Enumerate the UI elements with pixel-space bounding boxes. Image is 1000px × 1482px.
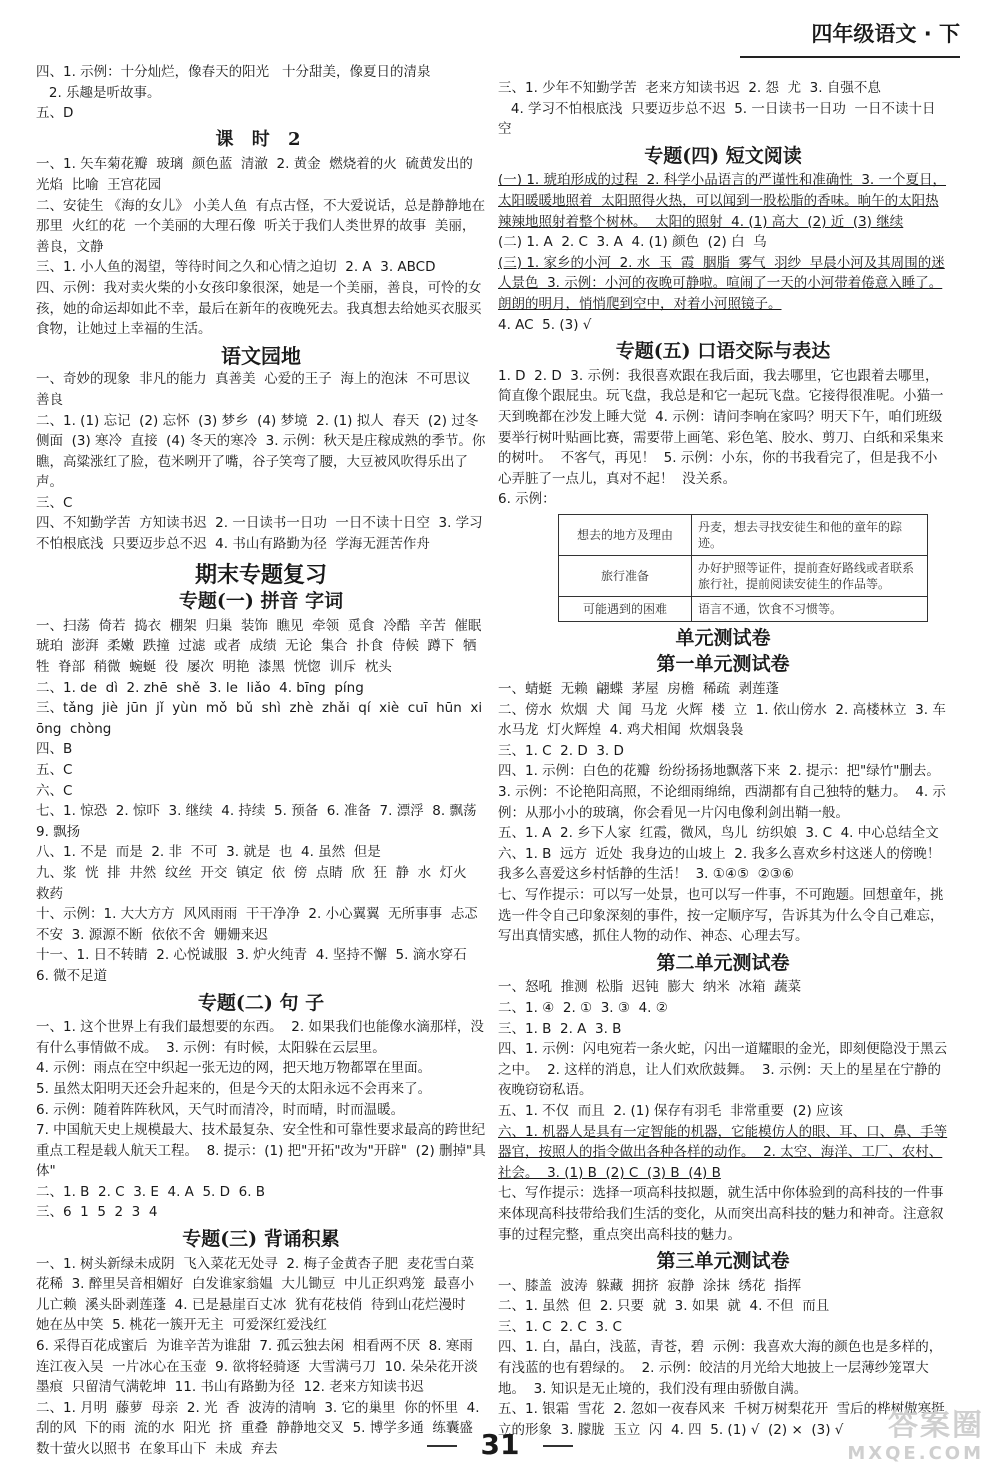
- table-cell-value: 丹麦，想去寻找安徒生和他的童年的踪迹。: [692, 514, 928, 555]
- text-line: 一、扫荡 倚若 捣衣 棚架 归巢 装饰 瞧见 牵领 觅食 冷酷 辛苦 催眠 琥珀 澎湃 柔嫩 跌撞 过滤 或者 成绩 无论 集合 扑食 侍候 蹲下 牺牲 脊部 稍微 蜿蜒 役 屡次 明艳 漆黑 恍惚 训斥 枕头: [36, 617, 491, 676]
- lesson-2-heading: 课 时 2: [215, 128, 307, 150]
- text-line: 一、1. 树头新绿未成阴 飞入菜花无处寻 2. 梅子金黄杏子肥 麦花雪白菜花稀 3. 醉里吴音相媚好 白发谁家翁媪 大儿锄豆 中儿正织鸡笼 最喜小儿亡赖 溪头卧剥莲蓬 4. 已是悬崖百丈冰 犹有花枝俏 待到山花烂漫时 她在丛中笑 5. 桃花一簇开无主 可爱深红爱浅红: [36, 1255, 475, 1334]
- text-line: 三、6 1 5 2 3 4: [36, 1204, 158, 1221]
- unit-3-heading: 第三单元测试卷: [656, 1250, 790, 1273]
- text-line: 七、写作提示：可以写一处景，也可以写一件事，不可跑题。回想童年，挑选一件令自己印象深刻的事件，按一定顺序写，告诉其为什么令自己难忘，写出真情实感，抓住人物的动作、神态、心理去写。: [498, 887, 944, 945]
- topic-5-heading: 专题(五) 口语交际与表达: [615, 340, 831, 363]
- left-column: [36, 62, 491, 1457]
- text-line: 6. 采得百花成蜜后 为谁辛苦为谁甜 7. 孤云独去闲 相看两不厌 8. 寒雨连江夜入吴 一片冰心在玉壶 9. 欲将轻骑逐 大雪满弓刀 10. 朵朵花开淡墨痕 只留清气满乾坤 11. 书山有路勤为径 12. 老来方知读书迟: [36, 1338, 478, 1396]
- text-line: 六、C: [36, 782, 73, 799]
- text-line: 五、1. 银霜 雪花 2. 忽如一夜春风来 千树万树梨花开 雪后的桦树傲寒挺立的形象 3. 朦胧 玉立 闪 4. 四 5. (1) √ (2) × (3) √: [498, 1401, 945, 1438]
- table-row: [559, 514, 928, 555]
- table-row: [559, 555, 928, 596]
- page-number-dash-left: [427, 1445, 457, 1447]
- travel-plan-table: [558, 514, 928, 622]
- text-line: 十、示例：1. 大大方方 风风雨雨 干干净净 2. 小心翼翼 无所事事 忐忑不安 3. 源源不断 依依不舍 姗姗来迟: [36, 906, 478, 943]
- text-line: 三、1. C 2. D 3. D: [498, 742, 624, 759]
- text-line: 四、示例：我对卖火柴的小女孩印象很深，她是一个美丽，善良，可怜的女孩，她的命运却如此不幸，最后在新年的夜晚死去。我真想去给她买衣服买食物，让她过上幸福的生活。: [36, 279, 482, 338]
- table-cell-key: 旅行准备: [559, 555, 692, 596]
- page-header: [740, 18, 960, 52]
- text-line: 5. 虽然太阳明天还会升起来的，但是今天的太阳永远不会再来了。: [36, 1080, 432, 1097]
- table-cell-key: 可能遇到的困难: [559, 596, 692, 621]
- text-line: 五、1. 不仅 而且 2. (1) 保存有羽毛 非常重要 (2) 应该: [498, 1102, 844, 1119]
- text-line: 五、D: [36, 105, 74, 122]
- topic-2-heading: 专题(二) 句 子: [197, 991, 325, 1014]
- table-cell-value: 语言不通，饮食不习惯等。: [692, 596, 928, 621]
- text-line: 六、1. B 远方 近处 我身边的山坡上 2. 我多么喜欢乡村这迷人的傍晚！我多么喜爱这乡村恬静的生活！ 3. ①④⑤ ②③⑥: [498, 845, 941, 883]
- text-line: 三、1. B 2. A 3. B: [498, 1020, 622, 1037]
- text-line: 二、安徒生 《海的女儿》 小美人鱼 有点古怪，不大爱说话，总是静静地在那里 火红的花 一个美丽的大理石像 听关于我们人类世界的故事 美丽，善良，文静: [36, 197, 486, 255]
- text-line: 二、1. 虽然 但 2. 只要 就 3. 如果 就 4. 不但 而且: [498, 1298, 830, 1315]
- text-line: 4. 学习不怕根底浅 只要迈步总不迟 5. 一日读书一日功 一日不读十日空: [498, 100, 936, 138]
- text-line: 四、B: [36, 741, 73, 758]
- text-line: 八、1. 不是 而是 2. 非 不可 3. 就是 也 4. 虽然 但是: [36, 844, 381, 861]
- text-line: 四、1. 示例：闪电宛若一条火蛇，闪出一道耀眼的金光，即刻便隐没于黑云之中。 2. 这样的消息，让人们欢欣鼓舞。 3. 示例：天上的星星在宁静的夜晚窃窃私语。: [498, 1041, 948, 1099]
- text-line: 6. 示例：随着阵阵秋风，天气时而清冷，时而晴，时而温暖。: [36, 1101, 405, 1118]
- text-line: 二、1. 月明 藤萝 母亲 2. 光 香 波涛的清响 3. 它的巢里 你的怀里 4. 刮的风 下的雨 流的水 阳光 挤 重叠 静静地交叉 5. 博学多通 练囊盛数十萤火以照书 在象耳山下 未成 弃去: [36, 1399, 484, 1457]
- watermark-bottom: MXQE.COM: [847, 1443, 984, 1464]
- text-line: 一、蜻蜓 无赖 翩蝶 茅屋 房檐 稀疏 剥莲蓬: [498, 681, 779, 698]
- text-line: 七、写作提示：选择一项高科技拟题，就生活中你体验到的高科技的一件事来体现高科技带给我们生活的变化，从而突出高科技的魅力和神奇。注意叙事的过程完整，重点突出高科技的魅力。: [498, 1185, 944, 1243]
- text-line: 五、1. A 2. 乡下人家 红霞，微风，鸟儿 纺织娘 3. C 4. 中心总结全文: [498, 825, 939, 842]
- watermark-logo: [804, 1408, 984, 1472]
- page-header-title: 四年级语文 · 下: [811, 22, 960, 46]
- text-line: 三、tǎng jiè jūn jǐ yùn mǒ bǔ shì zhè zhǎi qí xiè cuī hūn xiōng chòng: [36, 700, 483, 737]
- header-rule: [740, 56, 960, 58]
- text-line: 1. D 2. D 3. 示例：我很喜欢跟在我后面，我去哪里，它也跟着去哪里，简直像个跟屁虫。玩飞盘，我总是和它一起玩飞盘。它接得很准呢。小猫一天到晚都在沙发上睡大觉 4. 示例：请问李响在家吗？明天下午，咱们班级要举行树叶贴画比赛，需要带上画笔、彩色笔、胶水、剪刀、白纸和采集来的树叶。 不客气，再见！ 5. 示例：小东，你的书我看完了，但是我不小心弄脏了一点儿，真对不起！ 没关系。: [498, 367, 944, 487]
- text-line: 三、C: [36, 494, 73, 511]
- text-line: 四、1. 白，晶白，浅蓝，青苍，碧 示例：我喜欢大海的颜色也是多样的，有浅蓝的也有碧绿的。 2. 示例：皎洁的月光给大地披上一层薄纱笼罩大地。 3. 知识是无止境的，我们没有理由骄傲自满。: [498, 1339, 943, 1397]
- text-line: 四、不知勤学苦 方知读书迟 2. 一日读书一日功 一日不读十日空 3. 学习不怕根底浅 只要迈步总不迟 4. 书山有路勤为径 学海无涯苦作舟: [36, 515, 483, 553]
- text-line: 7. 中国航天史上规模最大、技术最复杂、安全性和可靠性要求最高的跨世纪重点工程是载人航天工程。 8. 提示：(1) 把"开拓"改为"开辟" (2) 删掉"具体": [36, 1122, 486, 1180]
- text-line: 二、1. de dì 2. zhē shě 3. le liǎo 4. bīng píng: [36, 679, 364, 696]
- topic-3-heading: 专题(三) 背诵积累: [182, 1228, 340, 1251]
- topic-4-heading: 专题(四) 短文阅读: [644, 144, 802, 167]
- unit-1-heading: 第一单元测试卷: [656, 653, 790, 676]
- text-line: 一、膝盖 波涛 躲藏 拥挤 寂静 涂抹 绣花 指挥: [498, 1277, 802, 1294]
- text-line: (二) 1. A 2. C 3. A 4. (1) 颜色 (2) 白 乌: [498, 234, 767, 251]
- text-line: 二、1. ④ 2. ① 3. ③ 4. ②: [498, 999, 668, 1016]
- text-line: 一、1. 这个世界上有我们最想要的东西。 2. 如果我们也能像水滴那样，没有什么事情做不成。 3. 示例：有时候，太阳躲在云层里。: [36, 1019, 484, 1056]
- text-line: 二、1. (1) 忘记 (2) 忘怀 (3) 梦乡 (4) 梦境 2. (1) 拟人 春天 (2) 过冬 侧面 (3) 寒冷 直接 (4) 冬天的寒冷 3. 示例：秋天是庄稼成熟的季节。你瞧，高粱涨红了脸，苞米咧开了嘴，谷子笑弯了腰，大豆被风吹得乐出了声。: [36, 412, 487, 491]
- topic-1-heading: 专题(一) 拼音 字词: [178, 590, 344, 613]
- page-number-dash-right: [543, 1445, 573, 1447]
- watermark-top: 答案圈: [888, 1408, 984, 1443]
- text-line: 4. AC 5. (3) √: [498, 316, 592, 333]
- text-line: 二、1. B 2. C 3. E 4. A 5. D 6. B: [36, 1183, 266, 1200]
- unit-2-heading: 第二单元测试卷: [656, 951, 790, 974]
- text-line: 4. 示例：雨点在空中织起一张无边的网，把天地万物都罩在里面。: [36, 1060, 432, 1077]
- table-row: [559, 596, 928, 621]
- final-review-heading: 期末专题复习: [194, 561, 327, 588]
- text-line: 五、C: [36, 762, 73, 778]
- text-line: 九、浆 恍 排 井然 纹丝 开交 镇定 依 傍 点睛 欣 狂 静 水 灯火 救药: [36, 864, 476, 902]
- text-line: (三) 1. 家乡的小河 2. 水 玉 霞 胭脂 雾气 羽纱 早晨小河及其周围的迷人景色 3. 示例：小河的夜晚可静啦。喧闹了一天的小河带着倦意入睡了。朗朗的明月，悄悄爬到空中，对着小河照镜子。: [498, 254, 945, 312]
- text-line: 四、1. 示例：白色的花瓣 纷纷扬扬地飘落下来 2. 提示：把"绿竹"删去。 3. 示例：不论艳阳高照，不论细雨绵绵，西湖都有自己独特的魅力。 4. 示例：从那小小的玻璃，你会看见一片闪电像利剑出鞘一般。: [498, 763, 949, 821]
- text-line: 一、1. 矢车菊花瓣 玻璃 颜色蓝 清澈 2. 黄金 燃烧着的火 硫黄发出的光焰 比喻 王宫花园: [36, 156, 473, 193]
- table-cell-key: 想去的地方及理由: [559, 514, 692, 555]
- text-line: 6. 示例：: [498, 491, 556, 508]
- table-cell-value: 办好护照等证件，提前查好路线或者联系旅行社，提前阅读安徒生的作品等。: [692, 555, 928, 596]
- text-line: 三、1. 小人鱼的渴望，等待时间之久和心情之迫切 2. A 3. ABCD: [36, 259, 436, 276]
- text-line: 2. 乐趣是听故事。: [36, 84, 161, 101]
- unit-tests-heading: 单元测试卷: [675, 626, 771, 649]
- text-line: 二、傍水 炊烟 犬 闻 马龙 火辉 楼 立 1. 依山傍水 2. 高楼林立 3. 车水马龙 灯火辉煌 4. 鸡犬相闻 炊烟袅袅: [498, 701, 946, 739]
- page-number-value: 31: [480, 1428, 520, 1461]
- text-line: 三、1. 少年不知勤学苦 老来方知读书迟 2. 怨 尤 3. 自强不息: [498, 80, 881, 96]
- garden-heading: 语文园地: [221, 343, 301, 368]
- text-line: 一、奇妙的现象 非凡的能力 真善美 心爱的王子 海上的泡沫 不可思议 善良: [36, 371, 480, 408]
- text-line: 三、1. C 2. C 3. C: [498, 1318, 622, 1335]
- text-line: 六、1. 机器人是具有一定智能的机器，它能模仿人的眼、耳、口、鼻、手等器官，按照人的指令做出各种各样的动作。 2. 太空、海洋、工厂、农村、社会。 3. (1) B (2) C (3) B (4) B: [498, 1123, 948, 1181]
- text-line: 一、怒吼 推测 松脂 迟钝 膨大 纳米 冰箱 蔬菜: [498, 979, 802, 996]
- text-line: 七、1. 惊恐 2. 惊吓 3. 继续 4. 持续 5. 预备 6. 准备 7. 漂浮 8. 飘荡 9. 飘扬: [36, 803, 486, 840]
- text-line: 十一、1. 日不转睛 2. 心悦诚服 3. 炉火纯青 4. 坚持不懈 5. 滴水穿石 6. 微不足道: [36, 947, 476, 984]
- text-line: (一) 1. 琥珀形成的过程 2. 科学小品语言的严谨性和准确性 3. 一个夏日，太阳暖暖地照着 太阳照得火热，可以闻到一股松脂的香味。晌午的太阳热辣辣地照射着整个树林。 太阳的照射 4. (1) 高大 (2) 近 (3) 继续: [498, 172, 947, 230]
- text-line: 四、1. 示例：十分灿烂，像春天的阳光 十分甜美，像夏日的清泉: [36, 64, 431, 80]
